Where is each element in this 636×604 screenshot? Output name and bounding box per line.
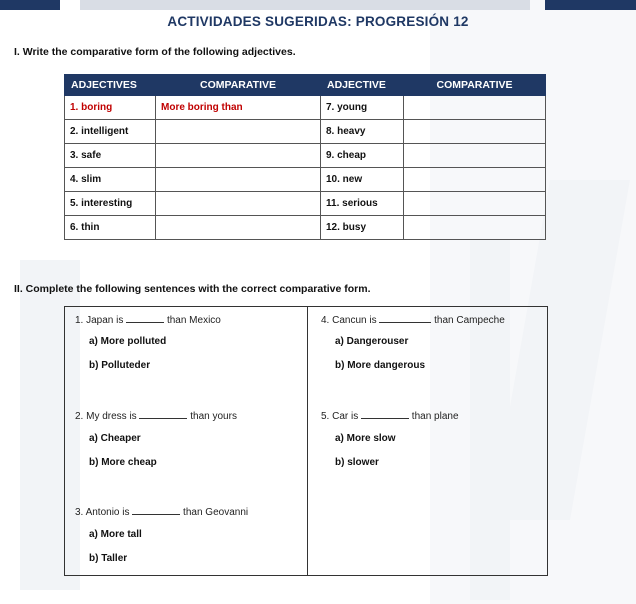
header-bar — [80, 0, 530, 10]
table-row — [65, 120, 546, 144]
comparative-cell[interactable] — [156, 192, 321, 216]
column-header: COMPARATIVE — [156, 75, 321, 96]
sentence-text: 5. Car is — [321, 411, 359, 422]
comparative-cell[interactable] — [404, 120, 546, 144]
adjective-cell: 2. intelligent — [65, 120, 156, 144]
comparative-cell[interactable] — [404, 144, 546, 168]
section-1-heading: I. Write the comparative form of the following adjectives. — [14, 46, 296, 58]
adjective-cell: 6. thin — [65, 216, 156, 240]
option-b[interactable]: b) More dangerous — [335, 360, 426, 371]
comparative-cell[interactable]: More boring than — [156, 96, 321, 120]
adjective-cell: 11. serious — [321, 192, 404, 216]
adjective-cell: 4. slim — [65, 168, 156, 192]
table-row — [65, 192, 546, 216]
answer-blank[interactable] — [139, 409, 187, 419]
sentence-5 — [321, 409, 459, 422]
header-bar — [545, 0, 636, 10]
sentence-text: than yours — [190, 411, 237, 422]
sentence-text: than Mexico — [166, 315, 221, 326]
option-a[interactable]: a) More slow — [335, 433, 396, 444]
column-header: ADJECTIVES — [65, 75, 156, 96]
answer-blank[interactable] — [379, 313, 431, 323]
option-a[interactable]: a) Dangerouser — [335, 336, 409, 347]
adjectives-table — [64, 74, 546, 240]
header-bar — [0, 0, 60, 10]
section-2-heading: II. Complete the following sentences with the correct comparative form. — [14, 283, 371, 295]
answer-blank[interactable] — [132, 505, 180, 515]
option-a[interactable]: a) More tall — [89, 529, 142, 540]
option-b[interactable]: b) Polluteder — [89, 360, 151, 371]
table-row — [65, 168, 546, 192]
adjective-cell: 9. cheap — [321, 144, 404, 168]
sentence-3 — [75, 505, 248, 518]
option-a[interactable]: a) More polluted — [89, 336, 167, 347]
page-title: ACTIVIDADES SUGERIDAS: PROGRESIÓN 12 — [167, 14, 469, 29]
table-row — [65, 96, 546, 120]
sentence-text: 4. Cancun is — [321, 315, 377, 326]
column-header: ADJECTIVE — [321, 75, 404, 96]
sentence-1 — [75, 313, 221, 326]
adjective-cell: 7. young — [321, 96, 404, 120]
comparative-cell[interactable] — [404, 96, 546, 120]
option-b[interactable]: b) More cheap — [89, 457, 157, 468]
sentence-text: than Geovanni — [183, 507, 249, 518]
comparative-cell[interactable] — [404, 192, 546, 216]
sentence-text: than plane — [411, 411, 459, 422]
sentence-text: 1. Japan is — [75, 315, 124, 326]
table-header-row — [65, 75, 546, 96]
sentences-box — [64, 306, 548, 576]
option-b[interactable]: b) slower — [335, 457, 379, 468]
adjective-cell: 3. safe — [65, 144, 156, 168]
comparative-cell[interactable] — [404, 216, 546, 240]
comparative-cell[interactable] — [404, 168, 546, 192]
adjective-cell: 10. new — [321, 168, 404, 192]
adjective-cell: 12. busy — [321, 216, 404, 240]
answer-blank[interactable] — [126, 313, 164, 323]
adjective-cell: 1. boring — [65, 96, 156, 120]
column-divider — [307, 307, 308, 575]
sentence-2 — [75, 409, 237, 422]
sentence-text: 2. My dress is — [75, 411, 137, 422]
adjective-cell: 5. interesting — [65, 192, 156, 216]
option-b[interactable]: b) Taller — [89, 553, 128, 564]
adjective-cell: 8. heavy — [321, 120, 404, 144]
option-a[interactable]: a) Cheaper — [89, 433, 141, 444]
table-row — [65, 144, 546, 168]
sentence-4 — [321, 313, 505, 326]
comparative-cell[interactable] — [156, 168, 321, 192]
sentence-text: than Campeche — [434, 315, 505, 326]
table-row — [65, 216, 546, 240]
comparative-cell[interactable] — [156, 216, 321, 240]
comparative-cell[interactable] — [156, 144, 321, 168]
sentence-text: 3. Antonio is — [75, 507, 130, 518]
answer-blank[interactable] — [361, 409, 409, 419]
comparative-cell[interactable] — [156, 120, 321, 144]
column-header: COMPARATIVE — [404, 75, 546, 96]
